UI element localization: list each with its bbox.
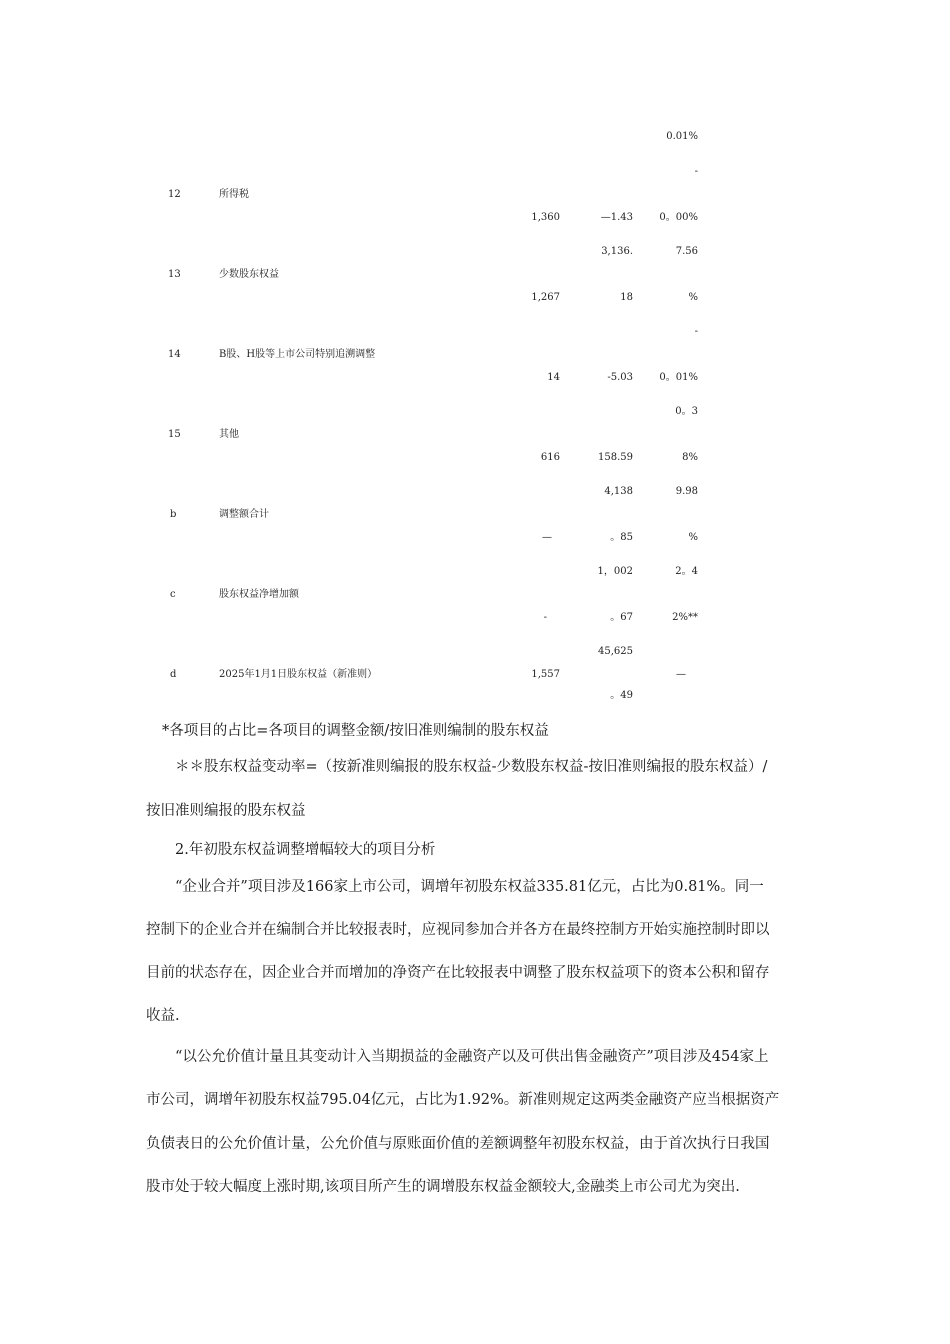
- table-cell: -5.03: [607, 372, 633, 383]
- row-number: b: [170, 509, 177, 520]
- table-cell: 1,360: [531, 212, 560, 223]
- paragraph-line: “企业合并”项目涉及166家上市公司，调增年初股东权益335.81亿元，占比为0.81%。同一: [175, 879, 764, 895]
- row-label: B股、H股等上市公司特别追溯调整: [219, 349, 376, 360]
- row-label: 少数股东权益: [219, 269, 279, 280]
- table-cell: 1，002: [597, 566, 633, 577]
- table-cell: —1.43: [600, 212, 633, 223]
- footnote-share: *各项目的占比=各项目的调整金额/按旧准则编制的股东权益: [162, 723, 549, 739]
- paragraph-line: 控制下的企业合并在编制合并比较报表时，应视同参加合并各方在最终控制方开始实施控制时即以: [146, 922, 770, 938]
- table-cell: 。49: [610, 690, 633, 701]
- row-number: 13: [168, 269, 181, 280]
- table-cell: 2。4: [675, 566, 698, 577]
- row-label: 调整额合计: [219, 509, 269, 520]
- table-cell: 14: [547, 372, 560, 383]
- table-cell: 0。3: [675, 406, 698, 417]
- paragraph-line: 负债表日的公允价值计量，公允价值与原账面价值的差额调整年初股东权益，由于首次执行日我国: [146, 1136, 770, 1152]
- table-cell: 4,138: [604, 486, 633, 497]
- row-label: 股东权益净增加额: [219, 589, 299, 600]
- table-cell: 45,625: [598, 646, 633, 657]
- table-cell: -: [694, 326, 698, 337]
- table-cell: 。85: [610, 532, 633, 543]
- table-cell: 0.01%: [666, 131, 698, 142]
- table-cell: 9.98: [675, 486, 698, 497]
- table-cell: 1,267: [531, 292, 560, 303]
- table-cell: %: [688, 292, 698, 303]
- table-cell: 616: [540, 452, 560, 463]
- footnote-change-rate-cont: 按旧准则编报的股东权益: [146, 803, 306, 819]
- table-cell: -: [694, 166, 698, 177]
- paragraph-line: 市公司，调增年初股东权益795.04亿元，占比为1.92%。新准则规定这两类金融资产应当根据资产: [146, 1092, 780, 1108]
- row-number: 15: [168, 429, 181, 440]
- paragraph-line: 收益.: [146, 1008, 180, 1024]
- table-cell: -: [543, 612, 547, 623]
- row-number: 12: [168, 189, 181, 200]
- table-cell: 18: [620, 292, 633, 303]
- row-label: 所得税: [219, 189, 249, 200]
- row-number: c: [170, 589, 176, 600]
- row-number: d: [170, 669, 177, 680]
- table-cell: 。67: [610, 612, 633, 623]
- table-cell: %: [688, 532, 698, 543]
- table-cell: 7.56: [675, 246, 698, 257]
- table-cell: —: [542, 532, 552, 543]
- table-cell: 8%: [682, 452, 698, 463]
- row-label: 2025年1月1日股东权益（新准则）: [219, 669, 378, 680]
- table-cell: 0。00%: [659, 212, 698, 223]
- row-label: 其他: [219, 429, 239, 440]
- paragraph-line: 股市处于较大幅度上涨时期,该项目所产生的调增股东权益金额较大,金融类上市公司尤为突出.: [146, 1179, 740, 1195]
- paragraph-line: “以公允价值计量且其变动计入当期损益的金融资产以及可供出售金融资产”项目涉及454家上: [175, 1049, 769, 1065]
- table-cell: 3,136.: [601, 246, 633, 257]
- paragraph-line: 目前的状态存在，因企业合并而增加的净资产在比较报表中调整了股东权益项下的资本公积和留存: [146, 965, 770, 981]
- table-cell: 1,557: [531, 669, 560, 680]
- row-number: 14: [168, 349, 181, 360]
- table-cell: 2%**: [672, 612, 698, 623]
- table-cell: 0。01%: [659, 372, 698, 383]
- footnote-change-rate: ＊＊股东权益变动率=（按新准则编报的股东权益-少数股东权益-按旧准则编报的股东权益）/: [175, 759, 768, 775]
- table-cell: —: [676, 669, 686, 680]
- section-heading: 2.年初股东权益调整增幅较大的项目分析: [175, 842, 436, 858]
- table-cell: 158.59: [598, 452, 633, 463]
